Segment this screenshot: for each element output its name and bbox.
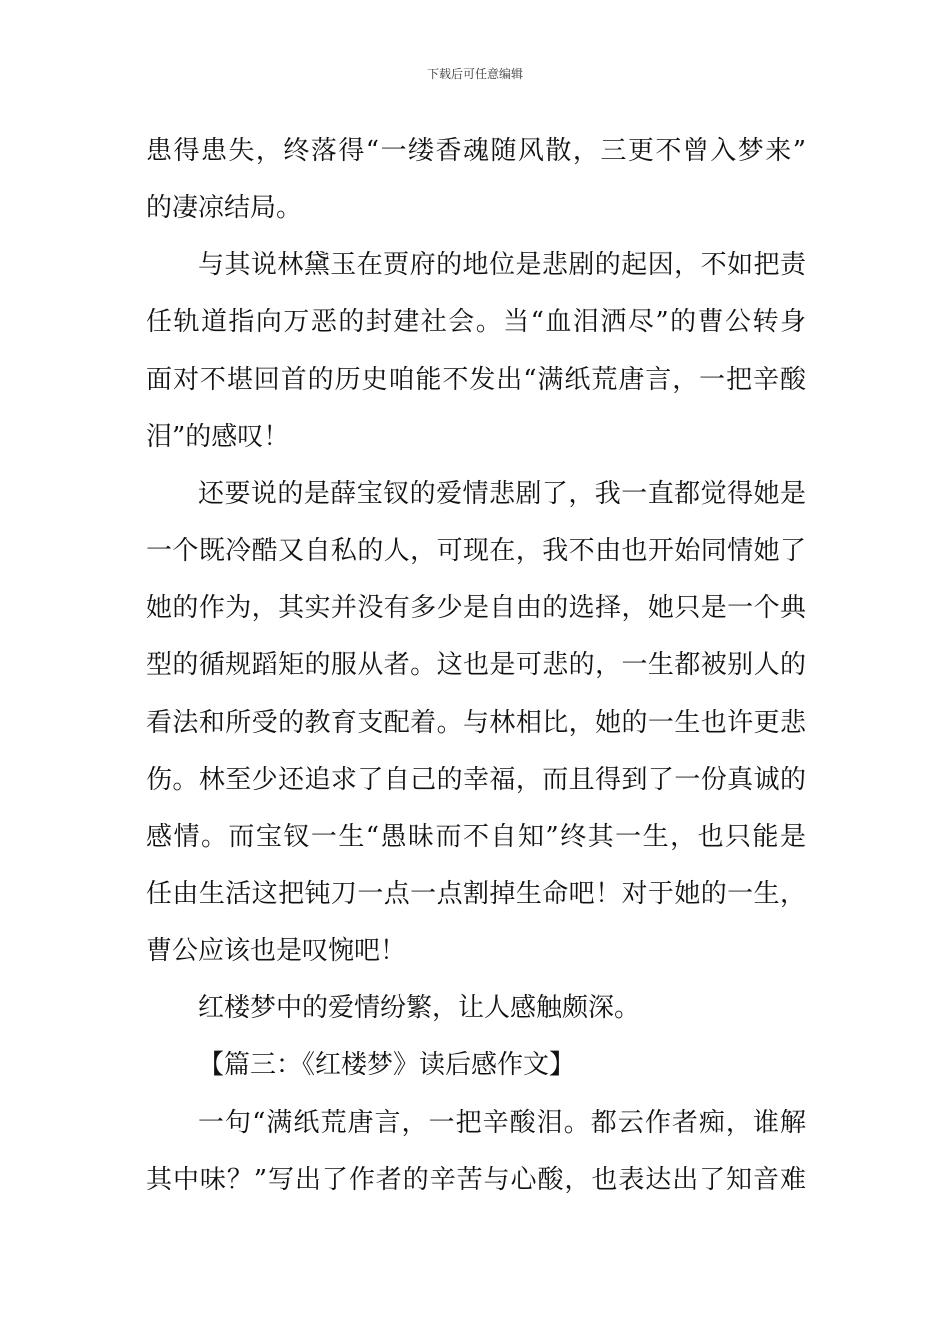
text-line: 面对不堪回首的历史咱能不发出“满纸荒唐言，一把辛酸 bbox=[146, 365, 806, 395]
page-header: 下载后可任意编辑 bbox=[426, 67, 523, 81]
paragraph-first-line: 还要说的是薛宝钗的爱情悲剧了，我一直都觉得她是 bbox=[198, 479, 806, 509]
text-line: 任由生活这把钝刀一点一点割掉生命吧！对于她的一生， bbox=[146, 879, 806, 909]
text-line: 看法和所受的教育支配着。与林相比，她的一生也许更悲 bbox=[146, 708, 806, 738]
text-line: 伤。林至少还追求了自己的幸福，而且得到了一份真诚的 bbox=[146, 765, 806, 795]
paragraph-first-line: 与其说林黛玉在贾府的地位是悲剧的起因，不如把责 bbox=[198, 250, 806, 280]
text-line: 任轨道指向万恶的封建社会。当“血泪洒尽”的曹公转身 bbox=[146, 307, 806, 337]
text-line: 患得患失，终落得“一缕香魂随风散，三更不曾入梦来” bbox=[146, 136, 806, 166]
text-line: 泪”的感叹！ bbox=[146, 422, 290, 452]
text-line: 感情。而宝钗一生“愚昧而不自知”终其一生，也只能是 bbox=[146, 822, 806, 852]
text-line: 型的循规蹈矩的服从者。这也是可悲的，一生都被别人的 bbox=[146, 650, 806, 680]
section-heading: 【篇三：《红楼梦》读后感作文】 bbox=[198, 1050, 576, 1080]
text-line: 曹公应该也是叹惋吧！ bbox=[146, 936, 407, 966]
text-line: 其中味？”写出了作者的辛苦与心酸，也表达出了知音难 bbox=[146, 1165, 806, 1195]
text-line: 她的作为，其实并没有多少是自由的选择，她只是一个典 bbox=[146, 593, 806, 623]
text-line: 的凄凉结局。 bbox=[146, 193, 303, 223]
paragraph-first-line: 一句“满纸荒唐言，一把辛酸泪。都云作者痴，谁解 bbox=[198, 1108, 806, 1138]
text-line: 一个既冷酷又自私的人，可现在，我不由也开始同情她了 bbox=[146, 536, 806, 566]
paragraph-first-line: 红楼梦中的爱情纷繁，让人感触颇深。 bbox=[198, 993, 641, 1023]
